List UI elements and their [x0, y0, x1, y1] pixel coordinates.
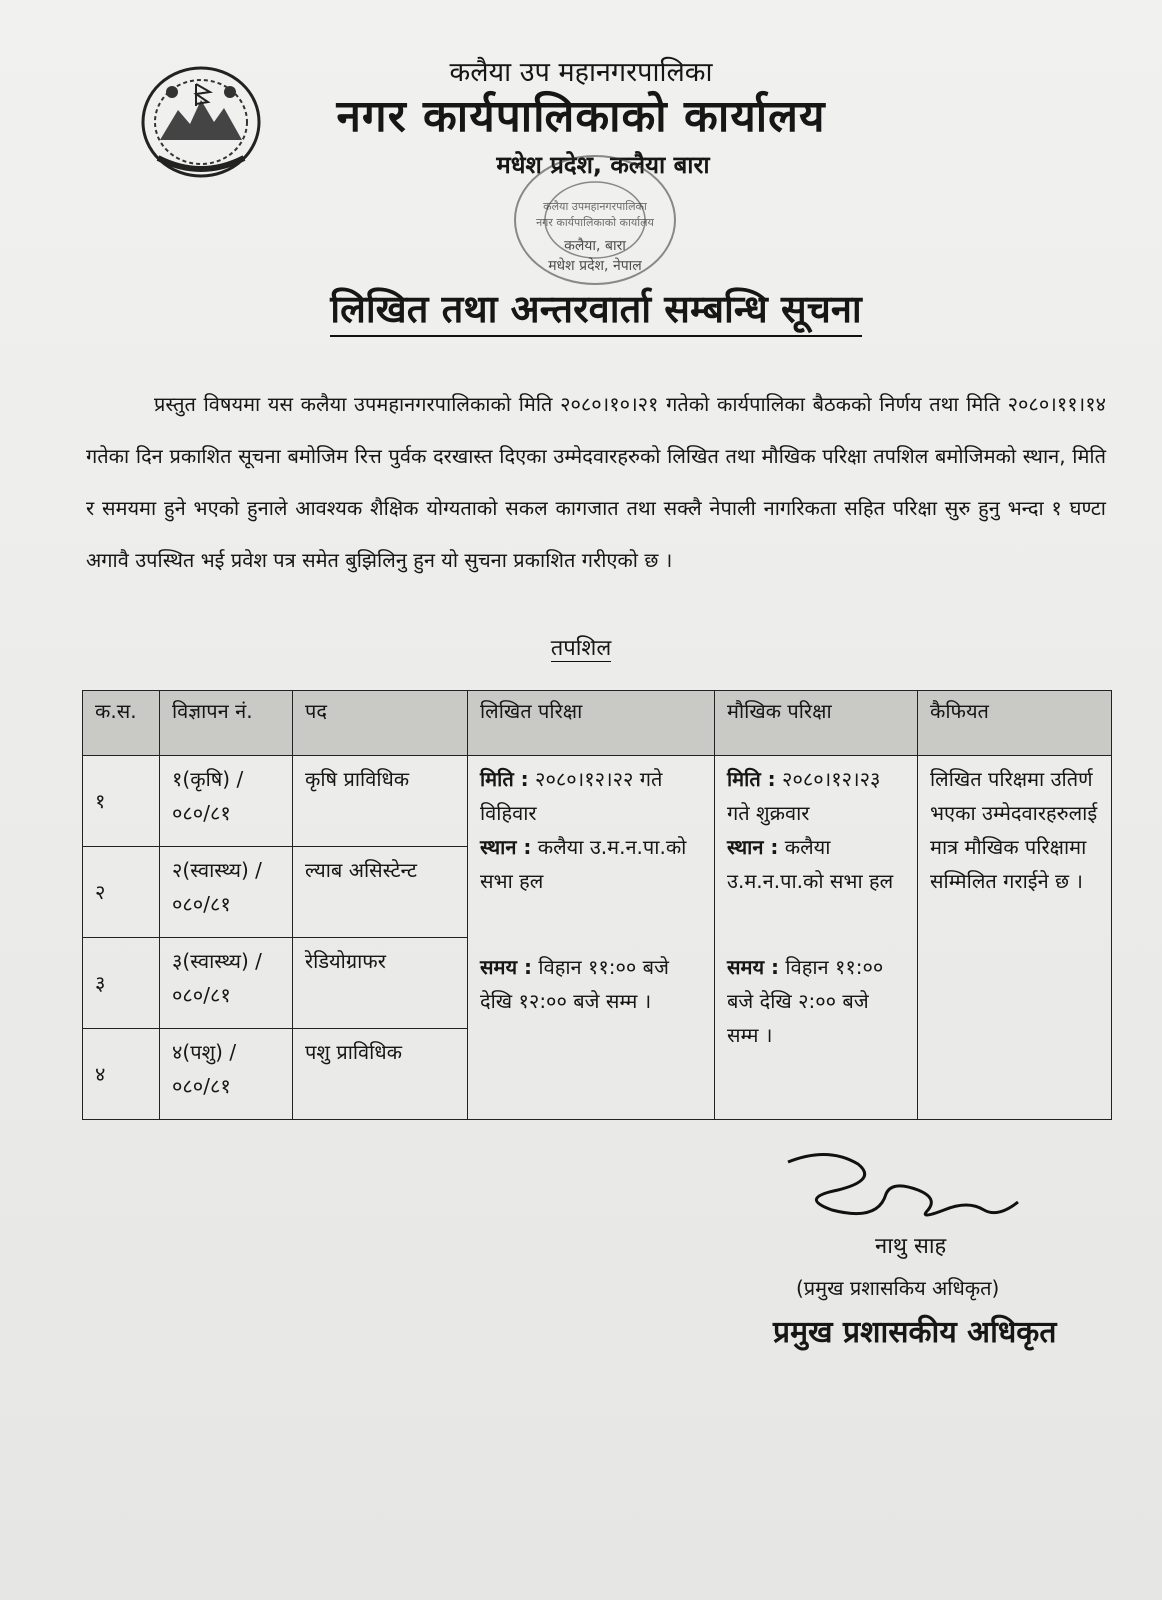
schedule-table — [82, 690, 1112, 1120]
oral-time-label: समय : — [727, 955, 780, 979]
oral-place-label: स्थान : — [727, 835, 779, 859]
cell-oral-exam — [715, 756, 918, 1120]
cell-remarks: लिखित परिक्षमा उतिर्ण भएका उम्मेदवारहरुलाई मात्र मौखिक परिक्षामा सम्मिलित गराईने छ । — [918, 756, 1112, 1120]
written-time-label: समय : — [480, 955, 533, 979]
cell-sn: ३ — [83, 938, 160, 1029]
notice-title: लिखित तथा अन्तरवार्ता सम्बन्धि सूचना — [276, 282, 916, 334]
col-header-post: पद — [293, 691, 468, 756]
cell-adv: २(स्वास्थ्य) /०८०/८१ — [160, 847, 293, 938]
signatory-name: नाथु साह — [875, 1234, 947, 1259]
municipality-name: कलैया उप महानगरपालिका — [449, 57, 713, 88]
notice-body: प्रस्तुत विषयमा यस कलैया उपमहानगरपालिकाको मिति २०८०।१०।२१ गतेको कार्यपालिका बैठकको निर्णय तथा मिति २०८०।११।१४ गतेका दिन प्रकाशित सूचना बमोजिम रित्त पुर्वक दरखास्त दिएका उम्मेदवारहरुको लिखित तथा मौखिक परिक्षा तपशिल बमोजिमको स्थान, मिति र समयमा हुने भएको हुनाले आवश्यक शैक्षिक योग्यताको सकल कागजात तथा सक्लै नेपाली नागरिकता सहित परिक्षा सुरु हुनु भन्दा १ घण्टा अगावै उपस्थित भई प्रवेश पत्र समेत बुझिलिनु हुन यो सुचना प्रकाशित गरीएको छ । — [86, 392, 1106, 572]
signature-scribble — [768, 1150, 1068, 1232]
col-header-remarks: कैफियत — [918, 691, 1112, 756]
cell-post: रेडियोग्राफर — [293, 938, 468, 1029]
col-header-adv: विज्ञापन नं. — [160, 691, 293, 756]
stamp-line-3: कलैया, बारा — [564, 238, 626, 254]
written-place: कलैया उ.म.न.पा.को सभा हल — [480, 835, 687, 893]
col-header-sn: क.स. — [83, 691, 160, 756]
written-date: २०८०।१२।२२ गते विहिवार — [480, 767, 663, 825]
stamp-line-4: मधेश प्रदेश, नेपाल — [548, 258, 642, 274]
cell-written-exam — [468, 756, 715, 1120]
table-header-row — [83, 691, 1112, 756]
written-place-label: स्थान : — [480, 835, 532, 859]
written-date-label: मिति : — [480, 767, 529, 791]
schedule-heading: तपशिल — [550, 636, 612, 661]
cell-sn: ४ — [83, 1029, 160, 1120]
col-header-oral: मौखिक परिक्षा — [715, 691, 918, 756]
cell-sn: १ — [83, 756, 160, 847]
cell-post: कृषि प्राविधिक — [293, 756, 468, 847]
stamp-line-2: नगर कार्यपालिकाको कार्यालय — [536, 216, 654, 229]
oral-date: २०८०।१२।२३ गते शुक्रवार — [727, 767, 881, 825]
table-row — [83, 756, 1112, 847]
designation-stamp: प्रमुख प्रशासकीय अधिकृत — [773, 1315, 1057, 1350]
stamp-line-1: कलैया उपमहानगरपालिका — [543, 200, 647, 213]
office-round-stamp — [510, 150, 680, 290]
cell-sn: २ — [83, 847, 160, 938]
office-address: मधेश प्रदेश, कलैया बारा — [496, 151, 710, 179]
cell-adv: १(कृषि) /०८०/८१ — [160, 756, 293, 847]
oral-date-label: मिति : — [727, 767, 776, 791]
cell-adv: ३(स्वास्थ्य) /०८०/८१ — [160, 938, 293, 1029]
cell-post: पशु प्राविधिक — [293, 1029, 468, 1120]
cell-post: ल्याब असिस्टेन्ट — [293, 847, 468, 938]
oral-time: विहान ११:०० बजे देखि २:०० बजे सम्म । — [727, 955, 884, 1047]
oral-place: कलैया उ.म.न.पा.को सभा हल — [727, 835, 894, 893]
col-header-written: लिखित परिक्षा — [468, 691, 715, 756]
signatory-role: (प्रमुख प्रशासकिय अधिकृत) — [796, 1276, 1000, 1300]
written-time: विहान ११:०० बजे देखि १२:०० बजे सम्म । — [480, 955, 669, 1013]
office-name: नगर कार्यपालिकाको कार्यालय — [336, 91, 826, 142]
cell-adv: ४(पशु) /०८०/८१ — [160, 1029, 293, 1120]
